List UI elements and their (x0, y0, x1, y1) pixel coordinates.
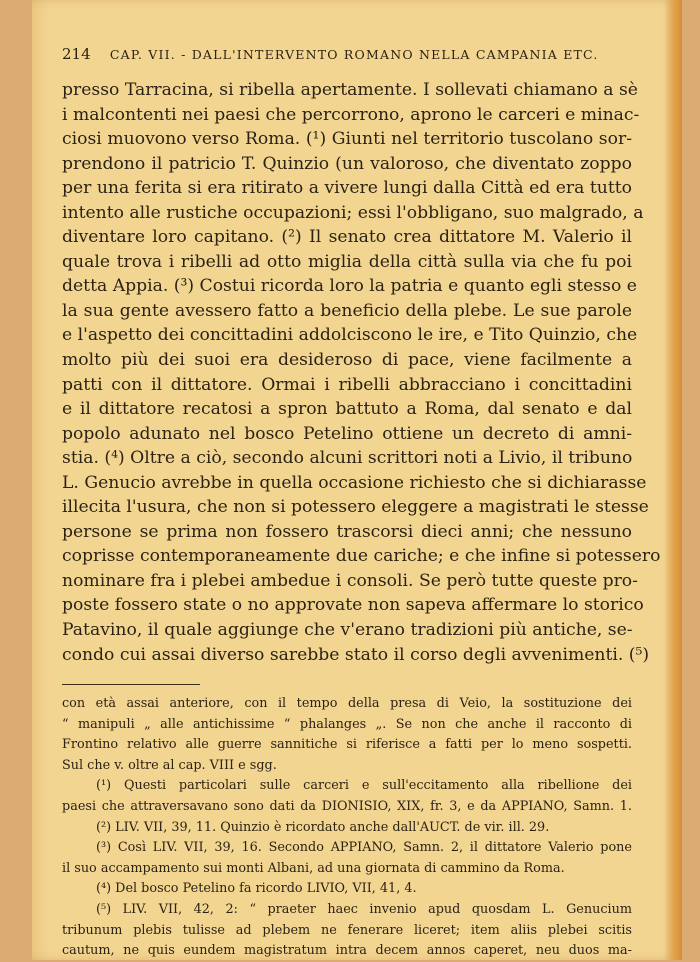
text-line: detta Appia. (³) Costui ricorda loro la patria e quanto egli stesso e (62, 276, 637, 297)
footnote-line: tribunum plebis tulisse ad plebem ne fenerare liceret; item aliis plebei scitis (62, 922, 632, 938)
text-line: stia. (⁴) Oltre a ciò, secondo alcuni scrittori noti a Livio, il tribuno (62, 448, 633, 469)
text-line: la sua gente avessero fatto a beneficio della plebe. Le sue parole (62, 300, 632, 321)
text-line: i malcontenti nei paesi che percorrono, aprono le carceri e minac- (62, 104, 640, 125)
text-line: Patavino, il quale aggiunge che v'erano tradizioni più antiche, se- (62, 620, 633, 641)
text-line: poste fossero state o no approvate non sapeva affermare lo storico (62, 595, 644, 616)
text-line: popolo adunato nel bosco Petelino ottiene un decreto di amni- (62, 423, 632, 444)
running-header (62, 45, 622, 63)
footnote-line: (¹) Questi particolari sulle carceri e sull'eccitamento alla ribellione dei (96, 778, 632, 794)
text-line: coprisse contemporaneamente due cariche; e che infine si potessero (62, 546, 661, 567)
text-line: per una ferita si era ritirato a vivere lungi dalla Città ed era tutto (62, 178, 632, 199)
text-line: quale trova i ribelli ad otto miglia della città sulla via che fu poi (62, 251, 632, 272)
footnote-separator (62, 684, 200, 685)
text-line: e l'aspetto dei concittadini addolciscono le ire, e Tito Quinzio, che (62, 325, 638, 346)
text-line: nominare fra i plebei ambedue i consoli. Se però tutte queste pro- (62, 570, 638, 591)
footnote-line: (³) Così LIV. VII, 39, 16. Secondo APPIANO, Samn. 2, il dittatore Valerio pone (96, 840, 632, 856)
footnote-line: paesi che attraversavano sono dati da DIONISIO, XIX, fr. 3, e da APPIANO, Samn. 1. (62, 798, 632, 814)
text-line: diventare loro capitano. (²) Il senato crea dittatore M. Valerio il (62, 227, 632, 248)
footnote-line: (⁴) Del bosco Petelino fa ricordo LIVIO, VII, 41, 4. (96, 881, 417, 897)
text-line: presso Tarracina, si ribella apertamente. I sollevati chiamano a sè (62, 80, 638, 100)
text-line: patti con il dittatore. Ormai i ribelli abbracciano i concittadini (62, 374, 632, 395)
running-title: CAP. VII. - DALL'INTERVENTO ROMANO NELLA CAMPANIA ETC. (109, 47, 599, 62)
footnote-line: (²) LIV. VII, 39, 11. Quinzio è ricordato anche dall'AUCT. de vir. ill. 29. (96, 819, 550, 835)
page-edge-shadow (664, 0, 682, 960)
footnote-line: con età assai anteriore, con il tempo della presa di Veio, la sostituzione dei (62, 696, 632, 711)
footnotes (62, 694, 632, 962)
footnote-line: cautum, ne quis eundem magistratum intra decem annos caperet, neu duos ma- (62, 943, 632, 959)
text-line: persone se prima non fossero trascorsi dieci anni; che nessuno (62, 521, 632, 542)
footnote-line: “ manipuli „ alle antichissime “ phalanges „. Se non che anche il racconto di (62, 716, 632, 732)
text-line: prendono il patricio T. Quinzio (un valoroso, che diventato zoppo (62, 153, 632, 174)
text-line: ciosi muovono verso Roma. (¹) Giunti nel territorio tuscolano sor- (62, 129, 632, 150)
text-line: condo cui assai diverso sarebbe stato il corso degli avvenimenti. (⁵) (62, 644, 650, 665)
page-number: 214 (62, 45, 91, 63)
text-line: intento alle rustiche occupazioni; essi l'obbligano, suo malgrado, a (62, 202, 644, 223)
text-line: L. Genucio avrebbe in quella occasione richiesto che si dichiarasse (62, 472, 647, 493)
footnote-line: il suo accampamento sui monti Albani, ad una giornata di cammino da Roma. (62, 860, 565, 876)
text-line: illecita l'usura, che non si potessero eleggere a magistrati le stesse (62, 497, 649, 518)
main-text (62, 78, 661, 667)
text-line: molto più dei suoi era desideroso di pace, viene facilmente a (62, 350, 632, 371)
footnote-line: Sul che v. oltre al cap. VIII e sgg. (62, 757, 277, 773)
footnote-line: Frontino relativo alle guerre sannitiche si riferisce a fatti per lo meno sospetti. (62, 737, 632, 753)
footnote-line: (⁵) LIV. VII, 42, 2: “ praeter haec invenio apud quosdam L. Genucium (96, 901, 632, 917)
text-line: e il dittatore recatosi a spron battuto a Roma, dal senato e dal (62, 399, 632, 420)
